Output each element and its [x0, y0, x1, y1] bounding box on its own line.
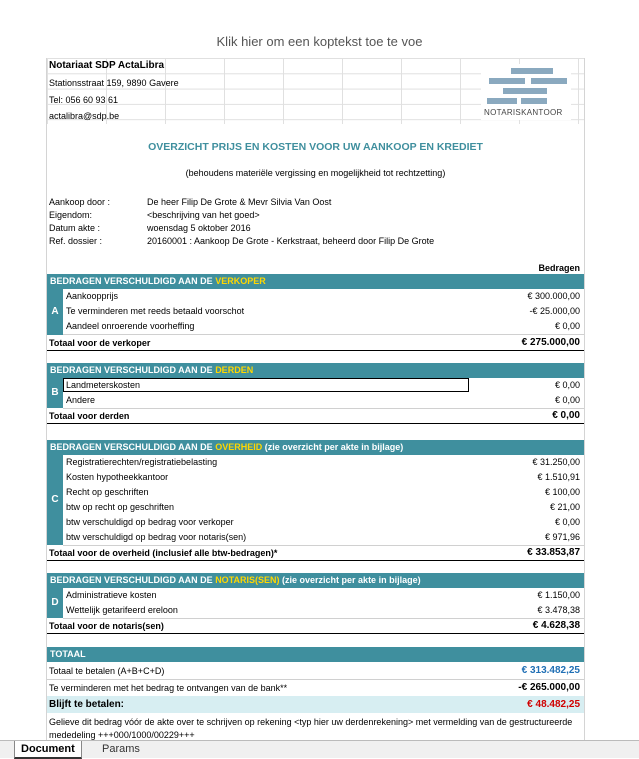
- total-pay-amount: € 313.482,25: [521, 665, 580, 676]
- table-row[interactable]: [63, 289, 584, 305]
- section-title-highlight: VERKOPER: [215, 276, 266, 286]
- section-title-highlight: DERDEN: [215, 365, 254, 375]
- table-row[interactable]: [63, 500, 584, 516]
- row-amount: € 971,96: [544, 532, 580, 542]
- section-title-suffix: (zie overzicht per akte in bijlage): [262, 442, 404, 452]
- row-amount: -€ 25.000,00: [529, 306, 580, 316]
- bank-amount: -€ 265.000,00: [518, 682, 580, 693]
- section-letter-c: C: [47, 455, 63, 545]
- row-amount: € 100,00: [544, 487, 580, 497]
- total-label: Totaal voor derden: [49, 411, 130, 421]
- section-a-total: [47, 336, 584, 351]
- bank-label: Te verminderen met het bedrag te ontvangen van de bank**: [49, 683, 288, 693]
- section-c-total: [47, 546, 584, 561]
- row-amount: € 0,00: [554, 321, 580, 331]
- row-label: Landmeterskosten: [66, 380, 141, 390]
- total-label: Totaal voor de verkoper: [49, 338, 151, 348]
- row-amount: € 0,00: [554, 517, 580, 527]
- section-letter-d: D: [47, 588, 63, 618]
- row-label: btw op recht op geschriften: [66, 502, 175, 512]
- row-label: Wettelijk getarifeerd ereloon: [66, 605, 178, 615]
- office-email: actalibra@sdp.be: [49, 111, 120, 121]
- info-label: Ref. dossier :: [49, 236, 103, 246]
- office-block: [47, 58, 584, 124]
- total-amount: € 275.000,00: [521, 337, 580, 348]
- row-label: btw verschuldigd op bedrag voor notaris(sen): [66, 532, 247, 542]
- table-row[interactable]: [63, 485, 584, 501]
- table-row[interactable]: [63, 470, 584, 486]
- total-amount: € 0,00: [552, 410, 580, 421]
- page-subtitle: (behoudens materiële vergissing en mogelijkheid tot rechtzetting): [185, 168, 446, 178]
- remain-amount: € 48.482,25: [527, 699, 580, 710]
- row-label: Aankoopprijs: [66, 291, 119, 301]
- bank-row: [47, 680, 584, 697]
- section-title: BEDRAGEN VERSCHULDIGD AAN DE: [50, 442, 216, 452]
- office-phone: Tel: 056 60 93 61: [49, 95, 119, 105]
- section-title: BEDRAGEN VERSCHULDIGD AAN DE: [50, 575, 216, 585]
- table-row[interactable]: [63, 393, 584, 409]
- info-label: Aankoop door :: [49, 197, 111, 207]
- info-label: Datum akte :: [49, 223, 101, 233]
- row-amount: € 3.478,38: [537, 605, 580, 615]
- total-amount: € 4.628,38: [532, 620, 580, 631]
- remain-label: Blijft te betalen:: [49, 699, 125, 710]
- row-label: btw verschuldigd op bedrag voor verkoper: [66, 517, 234, 527]
- section-title: BEDRAGEN VERSCHULDIGD AAN DE: [50, 365, 216, 375]
- remain-row: [47, 696, 584, 713]
- section-letter-b: B: [47, 378, 63, 408]
- header-placeholder[interactable]: Klik hier om een koptekst toe te voe: [216, 34, 423, 49]
- row-amount: € 1.510,91: [537, 472, 580, 482]
- sheet-tabs: [0, 740, 639, 758]
- logo-bars-icon: [481, 64, 571, 108]
- office-name: Notariaat SDP ActaLibra: [49, 60, 165, 71]
- page-title: OVERZICHT PRIJS EN KOSTEN VOOR UW AANKOOP EN KREDIET: [148, 141, 483, 153]
- section-title-suffix: (zie overzicht per akte in bijlage): [279, 575, 421, 585]
- row-label: Kosten hypotheekkantoor: [66, 472, 169, 482]
- row-amount: € 1.150,00: [537, 590, 580, 600]
- tab-document[interactable]: Document: [14, 741, 82, 759]
- section-a-header: [47, 274, 584, 289]
- row-label: Administratieve kosten: [66, 590, 157, 600]
- row-label: Te verminderen met reeds betaald voorschot: [66, 306, 245, 316]
- table-row[interactable]: [63, 603, 584, 619]
- selected-cell[interactable]: [63, 378, 469, 392]
- tab-params[interactable]: Params: [102, 743, 140, 755]
- row-amount: € 0,00: [554, 380, 580, 390]
- section-letter-a: A: [47, 289, 63, 335]
- row-amount: € 0,00: [554, 395, 580, 405]
- row-amount: € 31.250,00: [532, 457, 580, 467]
- table-row[interactable]: [63, 304, 584, 320]
- info-value: woensdag 5 oktober 2016: [147, 223, 251, 233]
- totaal-header: TOTAAL: [47, 647, 584, 662]
- row-amount: € 300.000,00: [527, 291, 580, 301]
- info-value: De heer Filip De Grote & Mevr Silvia Van Oost: [147, 197, 332, 207]
- info-value: 20160001 : Aankoop De Grote - Kerkstraat, beheerd door Filip De Grote: [147, 236, 435, 246]
- logo-text: NOTARISKANTOOR: [484, 108, 563, 117]
- document-sheet: [46, 58, 585, 743]
- row-label: Registratierechten/registratiebelasting: [66, 457, 218, 467]
- info-label: Eigendom:: [49, 210, 93, 220]
- row-label: Andere: [66, 395, 96, 405]
- row-label: Aandeel onroerende voorheffing: [66, 321, 195, 331]
- section-d-total: [47, 619, 584, 634]
- section-title-highlight: OVERHEID: [215, 442, 263, 452]
- table-row[interactable]: [63, 319, 584, 335]
- section-title: BEDRAGEN VERSCHULDIGD AAN DE: [50, 276, 216, 286]
- total-label: Totaal voor de overheid (inclusief alle btw-bedragen)*: [49, 548, 278, 558]
- table-row[interactable]: [63, 455, 584, 471]
- table-row[interactable]: [63, 515, 584, 531]
- section-b-total: [47, 409, 584, 424]
- info-value: <beschrijving van het goed>: [147, 210, 260, 220]
- total-pay-label: Totaal te betalen (A+B+C+D): [49, 666, 165, 676]
- info-block: [47, 196, 584, 256]
- total-label: Totaal voor de notaris(sen): [49, 621, 164, 631]
- footer-note: Gelieve dit bedrag vóór de akte over te schrijven op rekening <typ hier uw derdenrekening> met vermelding van de gestructureerde mededeling +++000/1000/00229+++: [49, 717, 573, 740]
- section-b-header: [47, 363, 584, 378]
- amounts-header: Bedragen: [538, 263, 580, 273]
- row-amount: € 21,00: [549, 502, 580, 512]
- office-address: Stationsstraat 159, 9890 Gavere: [49, 78, 179, 88]
- table-row[interactable]: [63, 530, 584, 546]
- logo: [481, 64, 571, 120]
- row-label: Recht op geschriften: [66, 487, 149, 497]
- table-row[interactable]: [63, 588, 584, 604]
- total-pay-row: [47, 662, 584, 680]
- section-d-header: [47, 573, 584, 588]
- section-title-highlight: NOTARIS(SEN): [215, 575, 280, 585]
- section-c-header: [47, 440, 584, 455]
- total-amount: € 33.853,87: [527, 547, 580, 558]
